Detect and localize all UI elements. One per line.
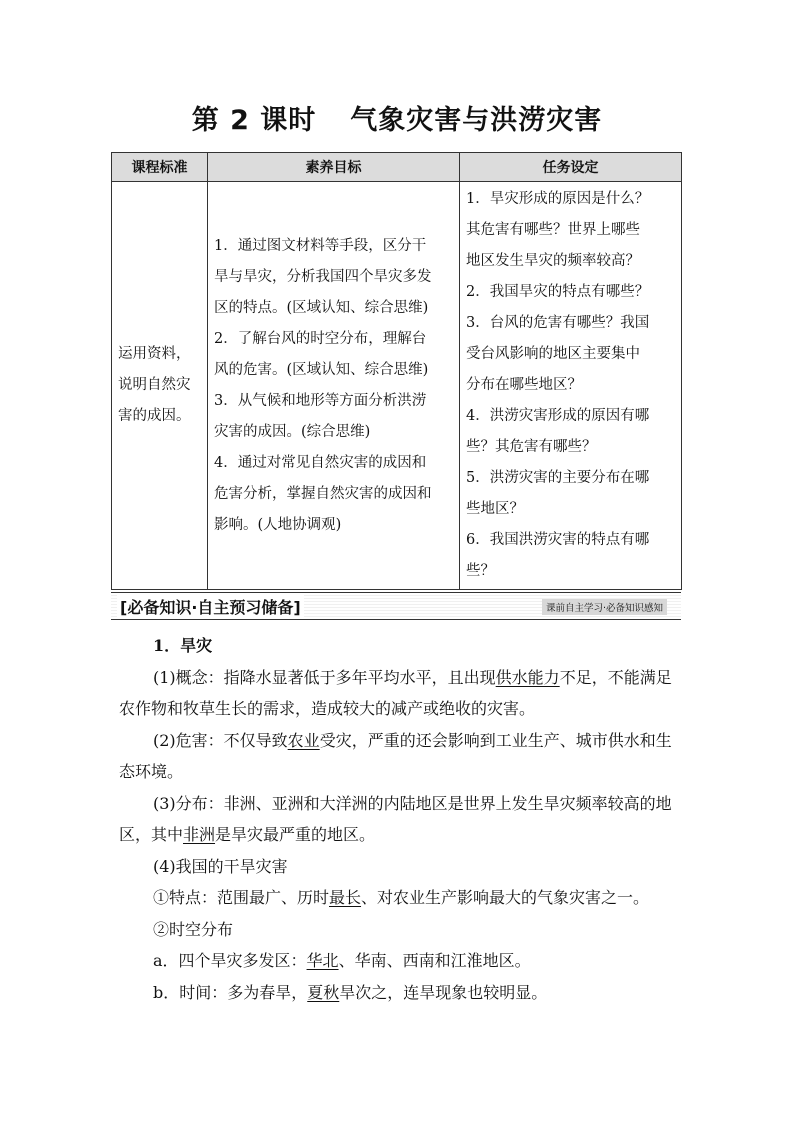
cell-line: 说明自然灾 (118, 377, 191, 393)
header-curriculum-standard: 课程标准 (112, 153, 208, 182)
heading-drought: 1．旱灾 (153, 636, 213, 655)
cell-line: 3．台风的危害有哪些？我国 (466, 315, 650, 331)
cell-line: 2．我国旱灾的特点有哪些？ (466, 284, 650, 300)
underlined-term: 夏秋 (307, 982, 340, 1002)
underlined-term: 供水能力 (495, 667, 560, 687)
paragraph-china-drought: (4)我国的干旱灾害 (153, 856, 288, 876)
curriculum-standard-cell (112, 182, 208, 590)
cell-line: 些地区？ (466, 501, 524, 517)
cell-line: 旱与旱灾，分析我国四个旱灾多发 (214, 268, 432, 285)
cell-line: 影响。(人地协调观) (214, 516, 342, 533)
paragraph-concept-cont: 农作物和牧草生长的需求，造成较大的减产或绝收的灾害。 (119, 699, 536, 718)
cell-line: 1．旱灾形成的原因是什么？ (466, 191, 650, 207)
section-title: [必备知识·自主预习储备] (117, 595, 304, 618)
paragraph-timing: b．时间：多为春旱，夏秋旱次之，连旱现象也较明显。 (153, 982, 548, 1002)
cell-line: 其危害有哪些？世界上哪些 (466, 222, 640, 238)
task-setting-cell (460, 182, 682, 590)
cell-line: 受台风影响的地区主要集中 (466, 346, 640, 362)
underlined-term: 非洲 (183, 825, 216, 844)
paragraph-distribution: (3)分布：非洲、亚洲和大洋洲的内陆地区是世界上发生旱灾频率较高的地 (153, 793, 672, 813)
cell-line: 地区发生旱灾的频率较高？ (466, 253, 640, 269)
section-header (111, 592, 681, 620)
cell-line: 灾害的成因。(综合思维) (214, 423, 371, 440)
cell-line: 4．通过对常见自然灾害的成因和 (214, 454, 427, 471)
literacy-goals-cell (208, 182, 460, 590)
table-header-row (112, 153, 682, 182)
cell-line: 些？其危害有哪些？ (466, 439, 597, 455)
page-title (0, 98, 794, 137)
underlined-term: 最长 (329, 888, 362, 907)
paragraph-spatiotemporal: ②时空分布 (153, 919, 234, 939)
cell-line: 6．我国洪涝灾害的特点有哪 (466, 532, 650, 548)
cell-line: 3．从气候和地形等方面分析洪涝 (214, 392, 427, 409)
cell-line: 2．了解台风的时空分布，理解台 (214, 330, 427, 347)
table-row (112, 182, 682, 590)
paragraph-harm: (2)危害：不仅导致农业受灾，严重的还会影响到工业生产、城市供水和生 (153, 730, 672, 750)
cell-line: 危害分析，掌握自然灾害的成因和 (214, 485, 432, 502)
header-task-setting: 任务设定 (460, 153, 682, 182)
lesson-number: 第 2 课时 (191, 105, 317, 136)
section-tag: 课前自主学习·必备知识感知 (542, 599, 667, 615)
cell-line: 风的危害。(区域认知、综合思维) (214, 361, 429, 378)
paragraph-harm-cont: 态环境。 (119, 762, 184, 781)
lesson-topic: 气象灾害与洪涝灾害 (350, 105, 603, 136)
header-literacy-goals: 素养目标 (208, 153, 460, 182)
content-body (119, 630, 681, 1008)
cell-line: 些？ (466, 563, 495, 579)
cell-line: 区的特点。(区域认知、综合思维) (214, 299, 429, 316)
underlined-term: 农业 (287, 730, 320, 750)
cell-line: 5．洪涝灾害的主要分布在哪 (466, 470, 650, 486)
cell-line: 害的成因。 (118, 408, 191, 424)
paragraph-concept: (1)概念：指降水显著低于多年平均水平，且出现供水能力不足，不能满足 (153, 667, 672, 687)
lesson-plan-table (111, 152, 682, 590)
underlined-term: 华北 (306, 951, 339, 970)
cell-line: 4．洪涝灾害形成的原因有哪 (466, 408, 650, 424)
cell-line: 运用资料， (118, 346, 191, 362)
paragraph-regions: a．四个旱灾多发区：华北、华南、西南和江淮地区。 (153, 951, 531, 970)
cell-line: 分布在哪些地区？ (466, 377, 582, 393)
cell-line: 1．通过图文材料等手段，区分干 (214, 237, 427, 254)
paragraph-distribution-cont: 区，其中非洲是旱灾最严重的地区。 (119, 825, 376, 844)
paragraph-characteristics: ①特点：范围最广、历时最长、对农业生产影响最大的气象灾害之一。 (153, 888, 650, 907)
